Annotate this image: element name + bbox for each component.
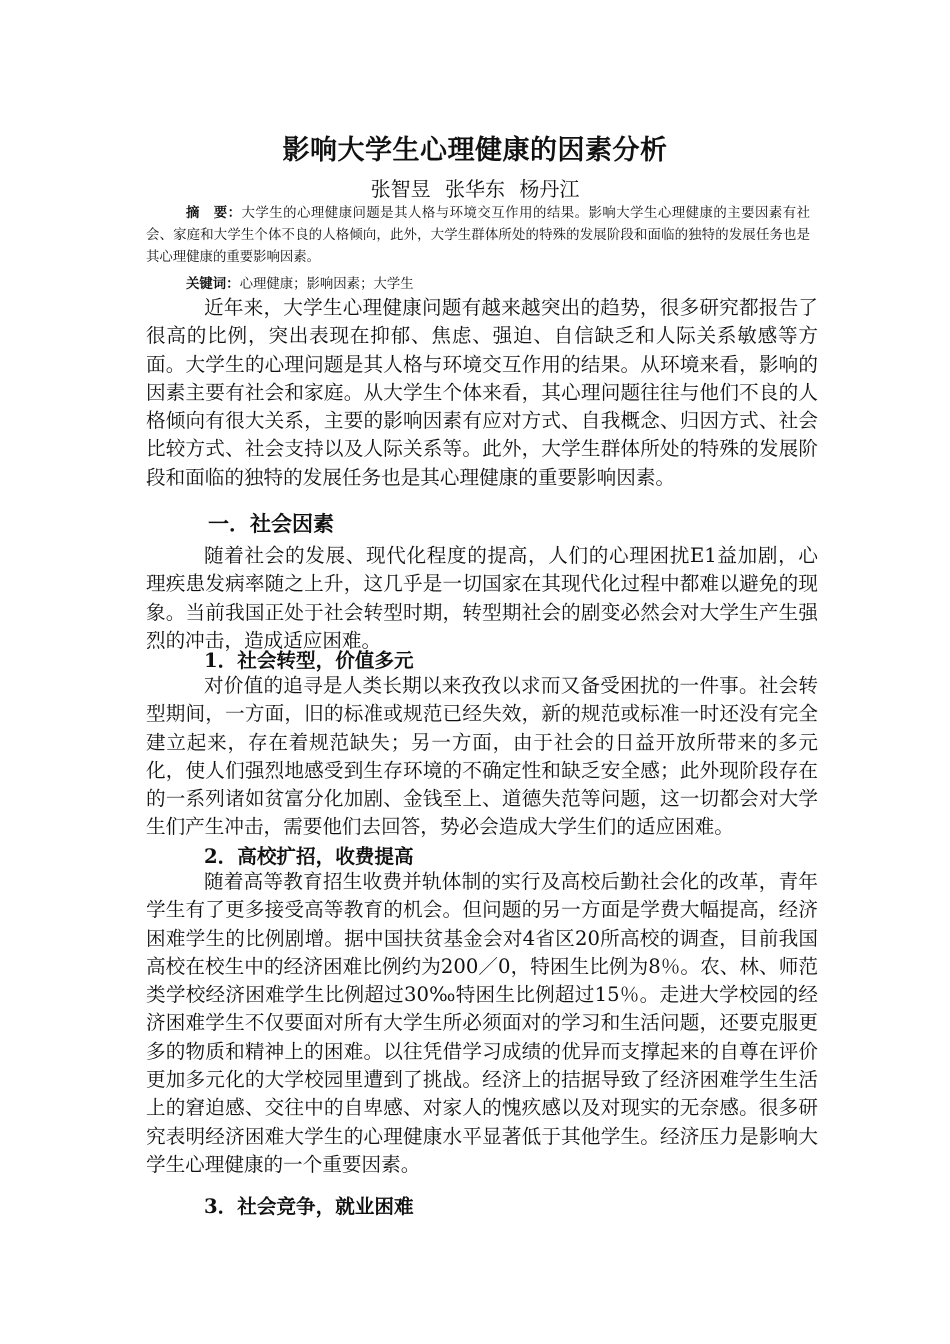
keywords-text: 心理健康；影响因素；大学生 (239, 277, 414, 292)
subsection-paragraph-2: 随着高等教育招生收费并轨体制的实行及高校后勤社会化的改革，青年学生有了更多接受高等教育的机会。但问题的另一方面是学费大幅提高，经济困难学生的比例剧增。据中国扶贫基金会对4省区20所高校的调查，目前我国高校在校生中的经济困难比例约为200／0，特困生比例为8％。农、林、师范类学校经济困难学生比例超过30‰特困生比例超过15％。走进大学校园的经济困难学生不仅要面对所有大学生所必须面对的学习和生活问题，还要克服更多的物质和精神上的困难。以往凭借学习成绩的优异而支撑起来的自尊在评价更加多元化的大学校园里遭到了挑战。经济上的拮据导致了经济困难学生生活上的窘迫感、交往中的自卑感、对家人的愧疚感以及对现实的无奈感。很多研究表明经济困难大学生的心理健康水平显著低于其他学生。经济压力是影响大学生心理健康的一个重要因素。 (146, 870, 818, 1176)
abstract-label: 摘 要： (186, 206, 242, 221)
paper-title: 影响大学生心理健康的因素分析 (282, 135, 668, 166)
abstract-block (146, 203, 810, 269)
keywords-block (186, 274, 810, 296)
section-paragraph-social: 随着社会的发展、现代化程度的提高，人们的心理困扰E1益加剧，心理疾患发病率随之上升，这几乎是一切国家在其现代化过程中都难以避免的现象。当前我国正处于社会转型时期，转型期社会的剧变必然会对大学生产生强烈的冲击，造成适应困难。 (146, 544, 818, 652)
subsection-heading-1: 1．社会转型，价值多元 (204, 649, 414, 672)
section-heading-social: 一．社会因素 (208, 512, 334, 536)
keywords-label: 关键词： (186, 277, 240, 292)
abstract-text: 大学生的心理健康问题是其人格与环境交互作用的结果。影响大学生心理健康的主要因素有社会、家庭和大学生个体不良的人格倾向，此外，大学生群体所处的特殊的发展阶段和面临的独特的发展任务也是其心理健康的重要影响因素。 (146, 206, 811, 265)
subsection-heading-3: 3．社会竞争，就业困难 (204, 1195, 414, 1218)
subsection-heading-2: 2．高校扩招，收费提高 (204, 845, 414, 868)
subsection-paragraph-1: 对价值的追寻是人类长期以来孜孜以求而又备受困扰的一件事。社会转型期间，一方面，旧的标准或规范已经失效，新的规范或标准一时还没有完全建立起来，存在着规范缺失；另一方面，由于社会的日益开放所带来的多元化，使人们强烈地感受到生存环境的不确定性和缺乏安全感；此外现阶段存在的一系列诸如贫富分化加剧、金钱至上、道德失范等问题，这一切都会对大学生们产生冲击，需要他们去回答，势必会造成大学生们的适应困难。 (146, 674, 818, 839)
author-list: 张智昱 张华东 杨丹江 (370, 177, 580, 201)
intro-paragraph: 近年来，大学生心理健康问题有越来越突出的趋势，很多研究都报告了很高的比例，突出表现在抑郁、焦虑、强迫、自信缺乏和人际关系敏感等方面。大学生的心理问题是其人格与环境交互作用的结果。从环境来看，影响的因素主要有社会和家庭。从大学生个体来看，其心理问题往往与他们不良的人格倾向有很大关系，主要的影响因素有应对方式、自我概念、归因方式、社会比较方式、社会支持以及人际关系等。此外，大学生群体所处的特殊的发展阶段和面临的独特的发展任务也是其心理健康的重要影响因素。 (146, 296, 818, 489)
